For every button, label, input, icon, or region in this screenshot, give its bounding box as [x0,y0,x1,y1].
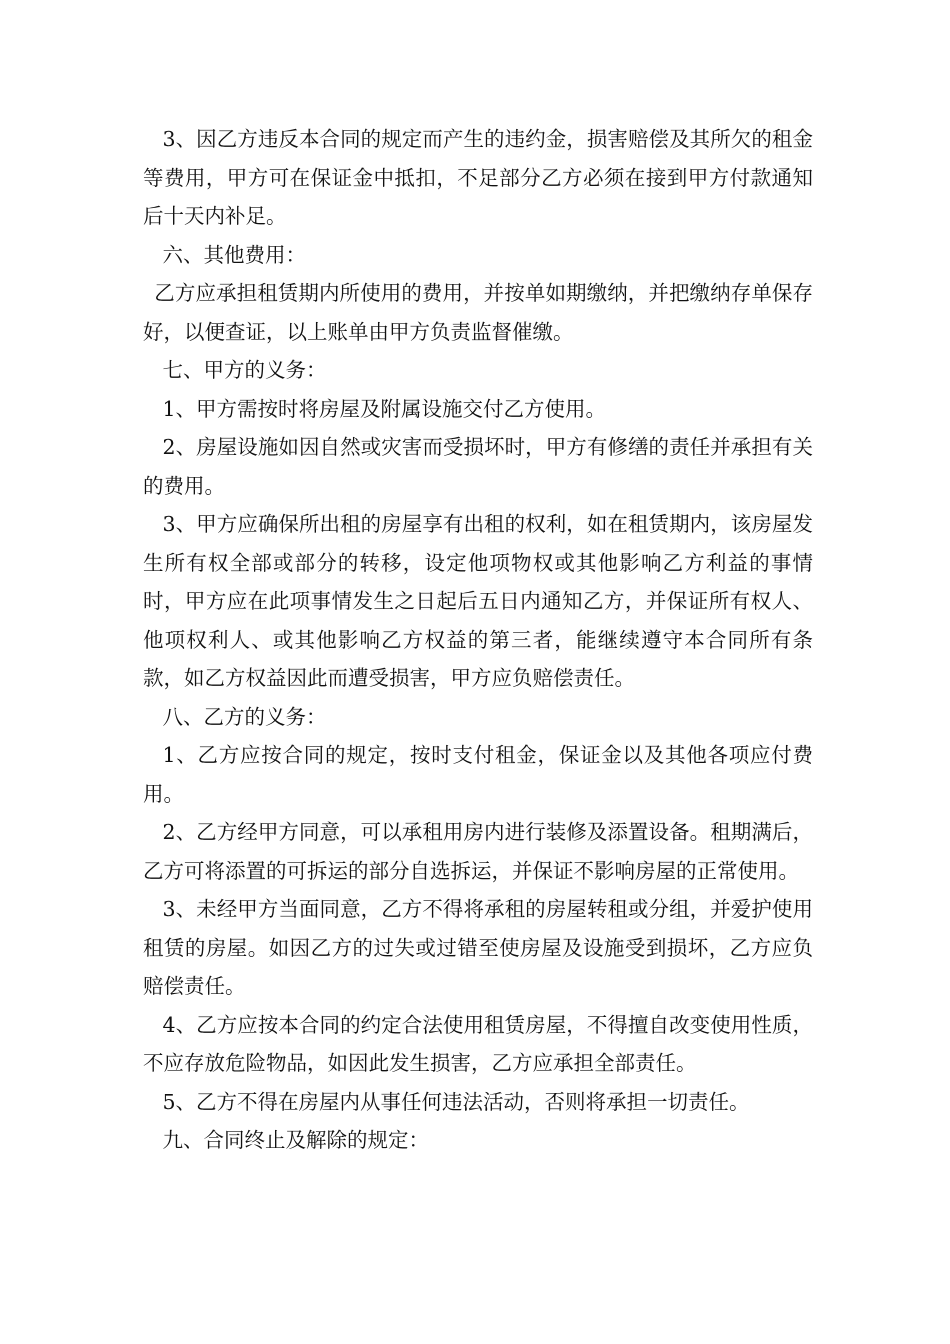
clause-8-3: 3、未经甲方当面同意，乙方不得将承租的房屋转租或分组，并爱护使用租赁的房屋。如因乙方的过失或过错至使房屋及设施受到损坏，乙方应负赔偿责任。 [143,897,813,998]
clause-8-1: 1、乙方应按合同的规定，按时支付租金，保证金以及其他各项应付费用。 [143,743,813,806]
clause-8-5: 5、乙方不得在房屋内从事任何违法活动，否则将承担一切责任。 [162,1089,750,1114]
clause-8-4: 4、乙方应按本合同的约定合法使用租赁房屋，不得擅自改变使用性质，不应存放危险物品，如因此发生损害，乙方应承担全部责任。 [143,1012,813,1075]
clause-7-1: 1、甲方需按时将房屋及附属设施交付乙方使用。 [162,396,607,421]
section-heading-8: 八、乙方的义务： [162,704,327,729]
document-body [143,120,813,1160]
section-heading-9: 九、合同终止及解除的规定： [162,1128,429,1152]
clause-5-3: 3、因乙方违反本合同的规定而产生的违约金，损害赔偿及其所欠的租金等费用，甲方可在保证金中抵扣，不足部分乙方必须在接到甲方付款通知后十天内补足。 [143,127,813,228]
section-heading-7: 七、甲方的义务： [162,358,327,382]
clause-6-body: 乙方应承担租赁期内所使用的费用，并按单如期缴纳，并把缴纳存单保存好，以便查证，以上账单由甲方负责监督催缴。 [143,281,813,344]
clause-7-2: 2、房屋设施如因自然或灾害而受损坏时，甲方有修缮的责任并承担有关的费用。 [143,435,813,498]
section-heading-6: 六、其他费用： [162,242,306,267]
clause-8-2: 2、乙方经甲方同意，可以承租用房内进行装修及添置设备。租期满后，乙方可将添置的可拆运的部分自选拆运，并保证不影响房屋的正常使用。 [143,820,813,883]
clause-7-3: 3、甲方应确保所出租的房屋享有出租的权利，如在租赁期内，该房屋发生所有权全部或部分的转移，设定他项物权或其他影响乙方利益的事情时，甲方应在此项事情发生之日起后五日内通知乙方，并保证所有权人、他项权利人、或其他影响乙方权益的第三者，能继续遵守本合同所有条款，如乙方权益因此而遭受损害，甲方应负赔偿责任。 [143,512,813,690]
